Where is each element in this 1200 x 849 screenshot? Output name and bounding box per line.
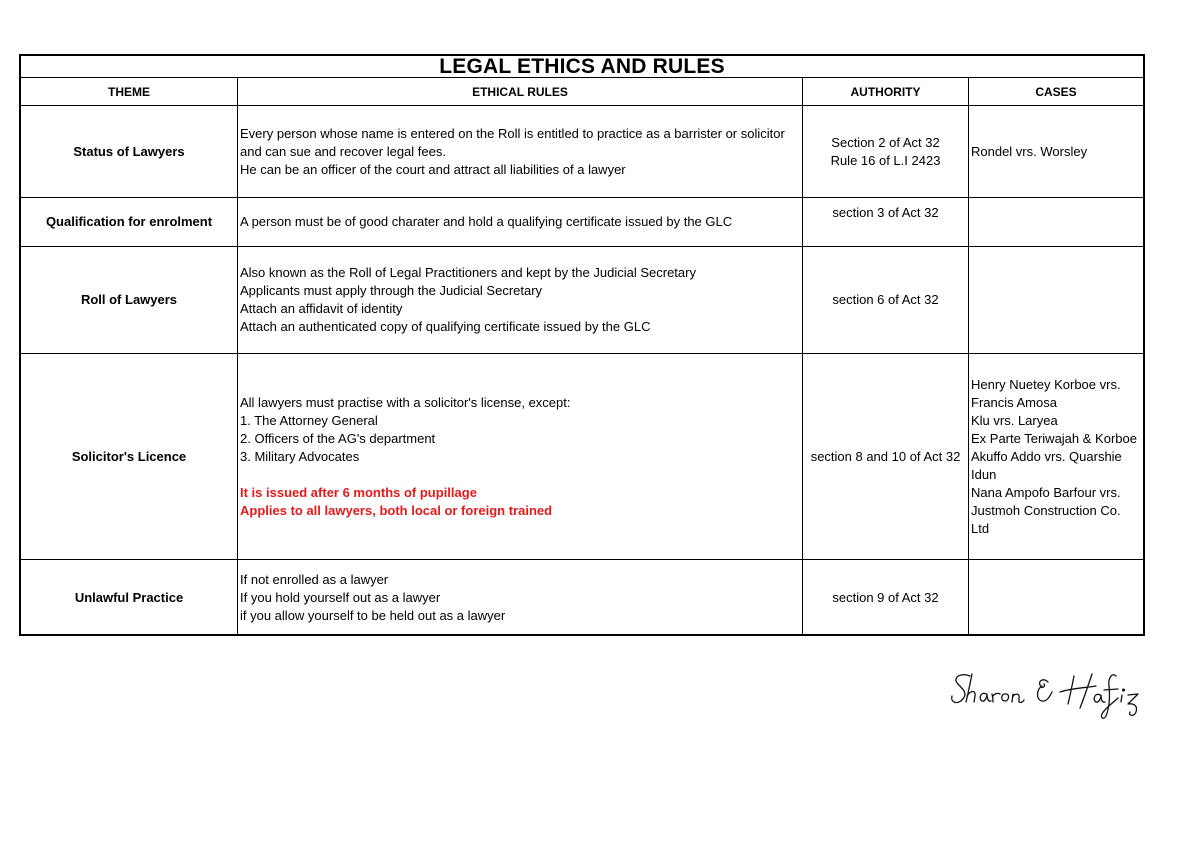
theme-label: Solicitor's Licence: [71, 448, 187, 464]
theme-cell: [21, 247, 238, 353]
rule-line: If you hold yourself out as a lawyer: [240, 590, 441, 605]
header-row: [21, 78, 1143, 106]
rule-line: Also known as the Roll of Legal Practitioners and kept by the Judicial Secretary: [240, 265, 696, 280]
case-line: Ex Parte Teriwajah & Korboe: [971, 430, 1137, 446]
case-line: Justmoh Construction Co.: [971, 502, 1121, 518]
theme-label: Qualification for enrolment: [45, 214, 213, 229]
rules-cell: [238, 247, 803, 353]
rule-line: and can sue and recover legal fees.: [240, 143, 446, 159]
spacer: [240, 466, 800, 484]
case-line: Francis Amosa: [971, 394, 1057, 410]
theme-cell: [21, 354, 238, 559]
rules-cell: [238, 198, 803, 246]
theme-cell: [21, 106, 238, 197]
rule-line: 3. Military Advocates: [240, 448, 360, 464]
table-row: [21, 106, 1143, 198]
cases-cell: [969, 560, 1143, 636]
rules-cell: [238, 354, 803, 559]
authority-line: section 6 of Act 32: [832, 292, 939, 307]
header-theme: THEME: [21, 78, 238, 105]
rules-cell: [238, 106, 803, 197]
rule-line: 1. The Attorney General: [240, 412, 378, 428]
authority-cell: [803, 354, 969, 559]
theme-label: Roll of Lawyers: [80, 292, 178, 307]
case-line: Nana Ampofo Barfour vrs.: [971, 484, 1121, 500]
header-ethical-rules: ETHICAL RULES: [238, 78, 803, 105]
authority-cell: [803, 247, 969, 353]
authority-line: Section 2 of Act 32: [831, 134, 940, 150]
authority-cell: [803, 198, 969, 246]
rule-line: All lawyers must practise with a solicitor's license, except:: [240, 394, 571, 410]
authority-line: Rule 16 of L.I 2423: [830, 152, 941, 168]
cases-cell: [969, 106, 1143, 197]
table-row: [21, 354, 1143, 560]
rules-cell: [238, 560, 803, 636]
case-line: Idun: [971, 466, 997, 482]
table-row: [21, 247, 1143, 354]
rule-line: 2. Officers of the AG's department: [240, 430, 436, 446]
page-title: LEGAL ETHICS AND RULES: [439, 54, 725, 78]
theme-label: Status of Lawyers: [73, 143, 185, 159]
theme-cell: [21, 198, 238, 246]
rule-line: Applicants must apply through the Judicial Secretary: [240, 283, 543, 298]
authority-cell: [803, 560, 969, 636]
cases-cell: [969, 354, 1143, 559]
highlight-rule-line: Applies to all lawyers, both local or foreign trained: [240, 502, 553, 518]
case-line: Klu vrs. Laryea: [971, 412, 1058, 428]
rule-line: Attach an authenticated copy of qualifying certificate issued by the GLC: [240, 319, 651, 334]
authority-line: section 8 and 10 of Act 32: [810, 448, 961, 464]
case-line: Akuffo Addo vrs. Quarshie: [971, 448, 1122, 464]
cases-cell: [969, 247, 1143, 353]
rule-line: if you allow yourself to be held out as a lawyer: [240, 608, 506, 623]
header-cases: CASES: [1035, 84, 1077, 99]
authority-line: section 9 of Act 32: [832, 590, 939, 605]
table-row: [21, 560, 1143, 636]
theme-label: Unlawful Practice: [74, 590, 184, 605]
cases-cell: [969, 198, 1143, 246]
legal-ethics-table: [19, 54, 1145, 636]
rule-line: He can be an officer of the court and attract all liabilities of a lawyer: [240, 161, 626, 177]
case-line: Ltd: [971, 520, 990, 536]
theme-cell: [21, 560, 238, 636]
rule-line: A person must be of good charater and hold a qualifying certificate issued by the GLC: [240, 214, 733, 229]
table-row: [21, 198, 1143, 247]
case-line: Rondel vrs. Worsley: [971, 143, 1088, 159]
authority-cell: [803, 106, 969, 197]
rule-line: If not enrolled as a lawyer: [240, 572, 389, 587]
header-authority: AUTHORITY: [803, 78, 969, 105]
highlight-rule-line: It is issued after 6 months of pupillage: [240, 484, 477, 500]
rule-line: Every person whose name is entered on the Roll is entitled to practice as a barrister or solicitor: [240, 125, 785, 141]
signature: [948, 668, 1158, 720]
case-line: Henry Nuetey Korboe vrs.: [971, 376, 1121, 392]
authority-line: section 3 of Act 32: [832, 205, 939, 220]
rule-line: Attach an affidavit of identity: [240, 301, 403, 316]
table-title-row: [21, 56, 1143, 78]
